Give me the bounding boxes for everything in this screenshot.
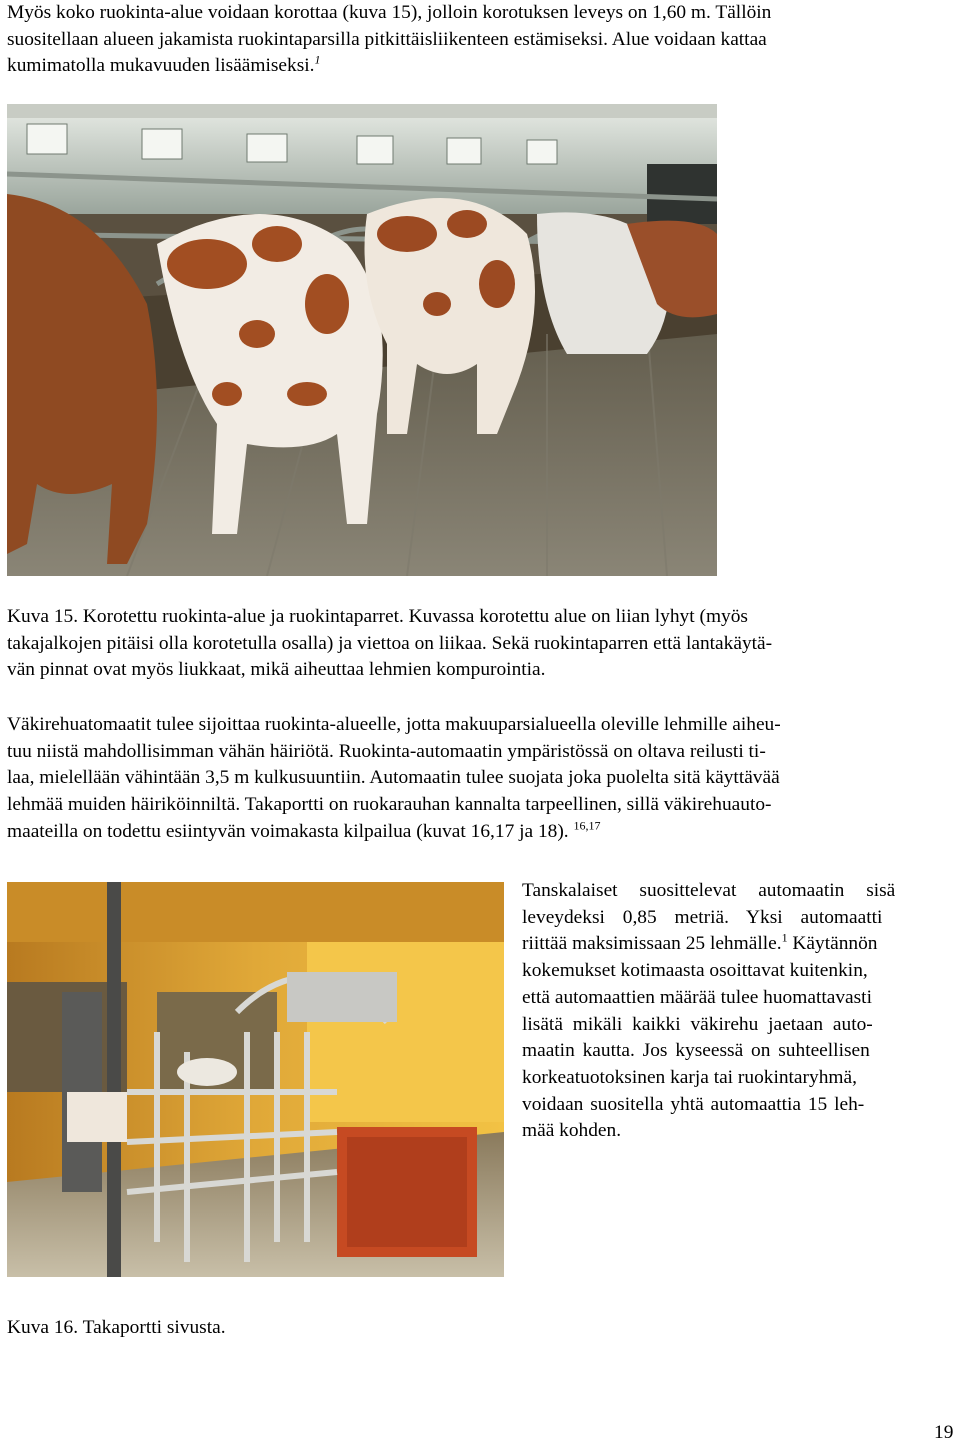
automat-line-5: maateilla on todettu esiintyvän voimakasta kilpailua (kuvat 16,17 ja 18). $^{16,17}$: [7, 818, 601, 842]
side-line-1: Tanskalaiset suosittelevat automaatin sisä: [522, 880, 896, 901]
intro-line-1: Myös koko ruokinta-alue voidaan korottaa (kuva 15), jolloin korotuksen leveys on 1,60 m. Tällöin: [7, 2, 772, 23]
side-line-4: kokemukset kotimaasta osoittavat kuitenkin,: [522, 960, 868, 982]
page-number: 19: [934, 1422, 954, 1443]
side-line-3: riittää maksimissaan 25 lehmälle.$^1$ Käytännön: [522, 930, 878, 955]
side-line-2: leveydeksi 0,85 metriä. Yksi automaatti: [522, 906, 883, 928]
intro-line-3: kumimatolla mukavuuden lisäämiseksi.$^1$: [7, 52, 321, 77]
figure-15-caption: [7, 604, 957, 684]
automat-line-3: laa, mielellään vähintään 3,5 m kulkusuuntiin. Automaatin tulee suojata joka puolelta sitä käyttävää: [7, 767, 780, 789]
intro-paragraph: [7, 0, 957, 80]
reference-superscript: 1: [781, 930, 788, 945]
caption-15-line-3: vän pinnat ovat myös liukkaat, mikä aiheuttaa lehmien kompurointia.: [7, 659, 546, 681]
caption-15-line-2: takajalkojen pitäisi olla korotetulla osalla) ja viettoa on liikaa. Sekä ruokintaparren että lantakäytä-: [7, 632, 773, 654]
caption-15-line-1: Kuva 15. Korotettu ruokinta-alue ja ruokintaparret. Kuvassa korotettu alue on liian lyhyt (myös: [7, 606, 748, 627]
intro-line-2: suositellaan alueen jakamista ruokintaparsilla pitkittäisliikenteen estämiseksi. Alue voidaan kattaa: [7, 28, 767, 50]
figure-16-photo: [7, 882, 504, 1277]
reference-superscript: 16,17: [573, 818, 601, 833]
figure-15-photo: [7, 104, 717, 576]
side-line-5: että automaattien määrää tulee huomattavasti: [522, 986, 872, 1008]
figure-16-caption: Kuva 16. Takaportti sivusta.: [7, 1317, 226, 1338]
side-line-10: mää kohden.: [522, 1120, 622, 1142]
automat-line-2: tuu niistä mahdollisimman vähän häiriötä. Ruokinta-automaatin ympäristössä on oltava reilusti ti-: [7, 740, 766, 762]
side-line-8: korkeatuotoksinen karja tai ruokintaryhmä,: [522, 1066, 857, 1088]
side-line-6: lisätä mikäli kaikki väkirehu jaetaan auto-: [522, 1013, 873, 1035]
automat-line-4: lehmää muiden häiriköinniltä. Takaportti on ruokarauhan kannalta tarpeellinen, sillä väkirehuauto-: [7, 794, 772, 816]
side-line-9: voidaan suositella yhtä automaattia 15 leh-: [522, 1093, 865, 1115]
automat-paragraph: [7, 712, 957, 846]
reference-superscript: 1: [314, 52, 321, 67]
side-line-7: maatin kautta. Jos kyseessä on suhteellisen: [522, 1040, 870, 1062]
side-text-paragraph: [522, 878, 957, 1145]
automat-line-1: Väkirehuatomaatit tulee sijoittaa ruokinta-alueelle, jotta makuuparsialueella oleville lehmille aiheu-: [7, 714, 781, 735]
